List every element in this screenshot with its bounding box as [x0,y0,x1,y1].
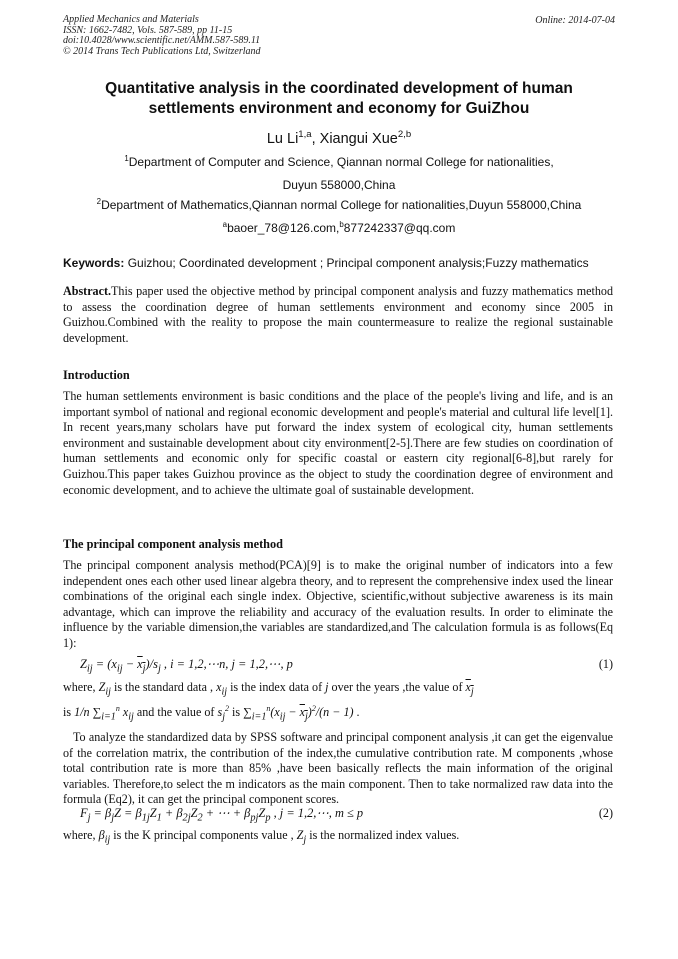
author-line [0,131,678,147]
journal-copyright: © 2014 Trans Tech Publications Ltd, Switzerland [63,45,261,57]
online-date: Online: 2014-07-04 [535,15,615,26]
affiliation-1-line1 [0,155,678,169]
email-a: baoer_78@126.com, [227,221,340,235]
equation-1-number: (1) [598,657,613,671]
equation-1: $Z_{ij} = (x_{ij} - x_j)/s_j$ , i = 1,2,⋯n, j = 1,2,⋯, p [80,657,293,675]
author-2-sup: 2,b [397,129,412,141]
paper-title: Quantitative analysis in the coordinated development of human settlements environment and economy for GuiZhou [105,80,573,117]
where1-d: over the years ,the value of [328,680,466,694]
abstract [63,284,613,346]
journal-doi: doi:10.4028/www.scientific.net/AMM.587-589.11 [63,35,261,46]
line2-a: is [63,705,75,719]
equation-2-number: (2) [598,806,613,820]
email-a-sup: a [222,220,228,229]
where1-c: is the index data of [227,680,326,694]
author-separator: , [311,131,320,147]
aff2-sup: 2 [96,197,102,206]
aff1-text: Department of Computer and Science, Qiannan normal College for nationalities, [128,155,554,169]
aff1-sup: 1 [124,154,129,163]
line2-c: is [228,705,244,719]
pca-paragraph-1: The principal component analysis method(PCA)[9] is to make the original number of indicators into a few independent ones each other used linear algebra theory, and to represent the comprehensive index used the linear combinations of the original each single index. Objective, scientific,without subjective awareness is its main advantage, which can improve the reliability and accuracy of the evaluation results. In order to eliminate the influence by the variable dimension,the variables are standardized,and The calculation formula is as follows(Eq 1): [63,558,613,650]
keywords [63,256,623,270]
pca-heading: The principal component analysis method [63,537,284,551]
where2-b: is the K principal components value , [110,828,297,842]
pca-paragraph-2: To analyze the standardized data by SPSS software and principal component analysis ,it can get the eigenvalue of the correlation matrix, the contribution of the index,the cumulative contribution rate. M components ,whose total contribution rate is more than 85% ,have been basically reflects the main information of the original variables. Therefore,to select the m indicators as the main component. Then to take normalized raw data into the formula (Eq2), it can get the principal component scores. [63,730,613,807]
eq1-where-line: where, $Z_{ij}$ is the standard data , $x_{ij}$ is the index data of j over the years ,the value of $x_j$ [63,680,474,698]
where1-a: where, [63,680,99,694]
journal-name: Applied Mechanics and Materials [63,14,199,25]
where2-c: is the normalized index values. [306,828,460,842]
abstract-label: Abstract. [63,284,112,298]
intro-paragraph: The human settlements environment is basic conditions and the place of the people's living and life, and is an important symbol of national and regional economic development and people's material and cultural life level[1]. In recent years,many scholars have put forward the index system of ecological city, human settlements environment and sustainable development about city environment[2-5].There are few studies on coordination of human settlements and economic only for specific coastal or eastern city regional[6-8],but rarely for Guizhou.This paper takes Guizhou province as the object to study the coordination degree of environment and economic development, and to achieve the ultimate goal of sustainable development. [63,389,613,497]
journal-header [63,15,261,57]
intro-heading: Introduction [63,368,130,382]
eq2-where-line: where, $\beta_{ij}$ is the K principal components value , $Z_j$ is the normalized index values. [63,828,460,846]
author-1-sup: 1,a [298,129,312,141]
emails [0,221,678,235]
email-b-sup: b [339,220,344,229]
where1-b: is the standard data , [110,680,217,694]
keywords-text: Guizhou; Coordinated development ; Principal component analysis;Fuzzy mathematics [124,256,589,270]
line2-b: and the value of [133,705,218,719]
journal-issn: ISSN: 1662-7482, Vols. 587-589, pp 11-15 [63,24,233,36]
affiliation-1-line2: Duyun 558000,China [282,178,396,192]
equation-2: $F_j = \beta_jZ = \beta_{1j}Z_1 + \beta_{2j}Z_2$ + ⋯ + $\beta_{pj}Z_p$ , j = 1,2,⋯, m ≤ p [80,806,364,824]
aff2-text: Department of Mathematics,Qiannan normal College for nationalities,Duyun 558000,China [101,198,582,212]
eq1-definitions-line: is 1/n $\sum_{i=1}^n$ $x_{ij}$ and the value of $s_j^2$ is $\sum_{i=1}^n(x_{ij} - x_j)^2/(n - 1)$ . [63,703,360,723]
keywords-label: Keywords: [63,256,125,270]
abstract-text: This paper used the objective method by principal component analysis and fuzzy mathematics method to assess the coordination degree of human settlements environment and economy since 2005 in Guizhou.Combined with the reality to propose the main countermeasure to realize the regional sustainable development. [63,284,613,345]
author-2: Xiangui Xue [319,131,398,147]
affiliation-2 [0,198,678,212]
email-b: 877242337@qq.com [343,221,456,235]
author-1: Lu Li [266,131,299,147]
where2-a: where, [63,828,99,842]
